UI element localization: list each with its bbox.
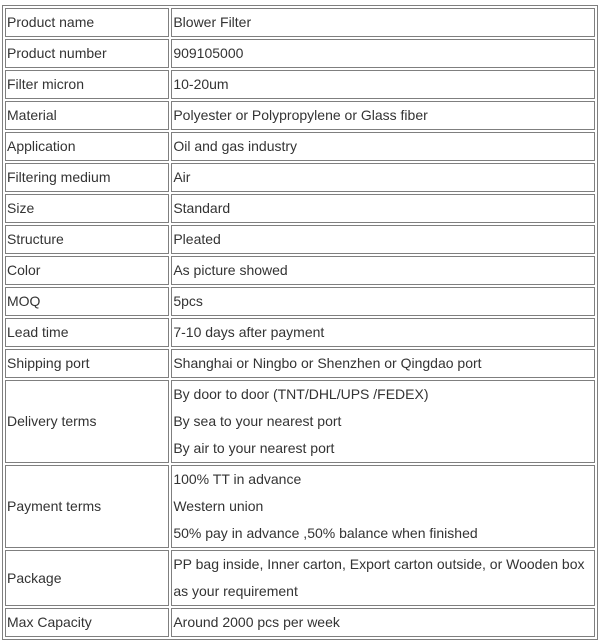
- value-line: PP bag inside, Inner carton, Export carton outside, or Wooden box: [173, 556, 585, 572]
- value-line: Around 2000 pcs per week: [173, 614, 340, 630]
- row-value: [171, 608, 595, 637]
- row-value: [171, 287, 595, 316]
- table-row: [5, 194, 595, 223]
- row-value: [171, 132, 595, 161]
- row-label: Product name: [5, 8, 169, 37]
- row-label: Size: [5, 194, 169, 223]
- row-label: Lead time: [5, 318, 169, 347]
- table-row: [5, 380, 595, 463]
- row-label: Filtering medium: [5, 163, 169, 192]
- value-line: As picture showed: [173, 262, 288, 278]
- row-value: [171, 101, 595, 130]
- value-line: Western union: [173, 498, 264, 514]
- row-value: [171, 70, 595, 99]
- product-spec-table: [2, 5, 598, 640]
- table-row: [5, 608, 595, 637]
- value-line: 10-20um: [173, 76, 229, 92]
- table-row: [5, 163, 595, 192]
- row-label: Filter micron: [5, 70, 169, 99]
- value-line: By air to your nearest port: [173, 440, 335, 456]
- row-label: Structure: [5, 225, 169, 254]
- row-label: Package: [5, 550, 169, 606]
- table-row: [5, 101, 595, 130]
- table-row: [5, 256, 595, 285]
- value-line: Air: [173, 169, 191, 185]
- table-row: [5, 550, 595, 606]
- value-line: Standard: [173, 200, 231, 216]
- value-line: Polyester or Polypropylene or Glass fiber: [173, 107, 428, 123]
- row-value: [171, 163, 595, 192]
- row-label: Application: [5, 132, 169, 161]
- table-row: [5, 465, 595, 548]
- row-label: Color: [5, 256, 169, 285]
- value-line: By sea to your nearest port: [173, 413, 342, 429]
- value-line: 7-10 days after payment: [173, 324, 325, 340]
- value-line: Pleated: [173, 231, 221, 247]
- table-row: [5, 225, 595, 254]
- table-row: [5, 39, 595, 68]
- table-row: [5, 70, 595, 99]
- row-value: [171, 39, 595, 68]
- table-row: [5, 349, 595, 378]
- table-row: [5, 318, 595, 347]
- table-row: [5, 287, 595, 316]
- row-value: [171, 8, 595, 37]
- row-label: Delivery terms: [5, 380, 169, 463]
- row-label: Max Capacity: [5, 608, 169, 637]
- row-label: MOQ: [5, 287, 169, 316]
- value-line: Oil and gas industry: [173, 138, 298, 154]
- value-line: 5pcs: [173, 293, 203, 309]
- row-value: [171, 194, 595, 223]
- row-value: [171, 380, 595, 463]
- value-line: 909105000: [173, 45, 244, 61]
- row-value: [171, 318, 595, 347]
- table-row: [5, 132, 595, 161]
- value-line: Blower Filter: [173, 14, 252, 30]
- value-line: 50% pay in advance ,50% balance when finished: [173, 525, 478, 541]
- row-label: Product number: [5, 39, 169, 68]
- row-label: Shipping port: [5, 349, 169, 378]
- table-row: [5, 8, 595, 37]
- value-line: Shanghai or Ningbo or Shenzhen or Qingdao port: [173, 355, 482, 371]
- row-value: [171, 256, 595, 285]
- value-line: as your requirement: [173, 583, 298, 599]
- row-value: [171, 225, 595, 254]
- row-label: Material: [5, 101, 169, 130]
- row-label: Payment terms: [5, 465, 169, 548]
- value-line: By door to door (TNT/DHL/UPS /FEDEX): [173, 386, 429, 402]
- row-value: [171, 349, 595, 378]
- row-value: [171, 465, 595, 548]
- value-line: 100% TT in advance: [173, 471, 302, 487]
- row-value: [171, 550, 595, 606]
